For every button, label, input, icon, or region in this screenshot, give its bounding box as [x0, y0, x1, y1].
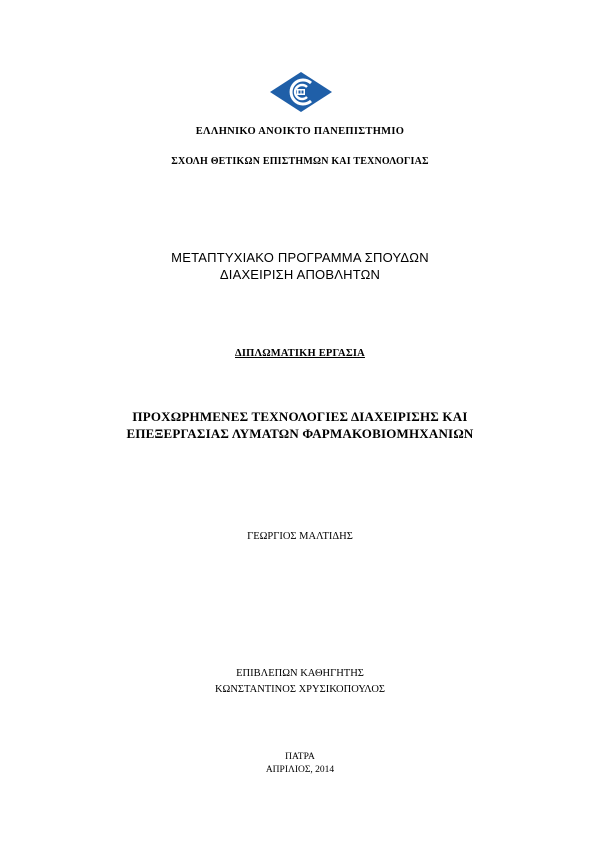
author-name: ΓΕΩΡΓΙΟΣ ΜΑΛΤΙΔΗΣ — [247, 531, 353, 542]
university-logo — [270, 72, 332, 112]
program-subtitle: ΔΙΑΧΕΙΡΙΣΗ ΑΠΟΒΛΗΤΩΝ — [219, 267, 381, 282]
thesis-title-line-2: ΕΠΕΞΕΡΓΑΣΙΑΣ ΛΥΜΑΤΩΝ ΦΑΡΜΑΚΟΒΙΟΜΗΧΑΝΙΩΝ — [126, 426, 474, 441]
thesis-title-line-1: ΠΡΟΧΩΡΗΜΕΝΕΣ ΤΕΧΝΟΛΟΓΙΕΣ ΔΙΑΧΕΙΡΙΣΗΣ ΚΑΙ — [132, 409, 468, 424]
school-name: ΣΧΟΛΗ ΘΕΤΙΚΩΝ ΕΠΙΣΤΗΜΩΝ ΚΑΙ ΤΕΧΝΟΛΟΓΙΑΣ — [171, 156, 429, 167]
city: ΠΑΤΡΑ — [285, 752, 315, 762]
supervisor-label: ΕΠΙΒΛΕΠΩΝ ΚΑΘΗΓΗΤΗΣ — [236, 668, 364, 679]
thesis-type: ΔΙΠΛΩΜΑΤΙΚΗ ΕΡΓΑΣΙΑ — [235, 348, 365, 359]
supervisor-name: ΚΩΝΣΤΑΝΤΙΝΟΣ ΧΡΥΣΙΚΟΠΟΥΛΟΣ — [214, 684, 386, 695]
university-name: ΕΛΛΗΝΙΚΟ ΑΝΟΙΚΤΟ ΠΑΝΕΠΙΣΤΗΜΙΟ — [195, 126, 405, 137]
date: ΑΠΡΙΛΙΟΣ, 2014 — [265, 765, 335, 775]
program-title: ΜΕΤΑΠΤΥΧΙΑΚΟ ΠΡΟΓΡΑΜΜΑ ΣΠΟΥΔΩΝ — [171, 250, 429, 265]
